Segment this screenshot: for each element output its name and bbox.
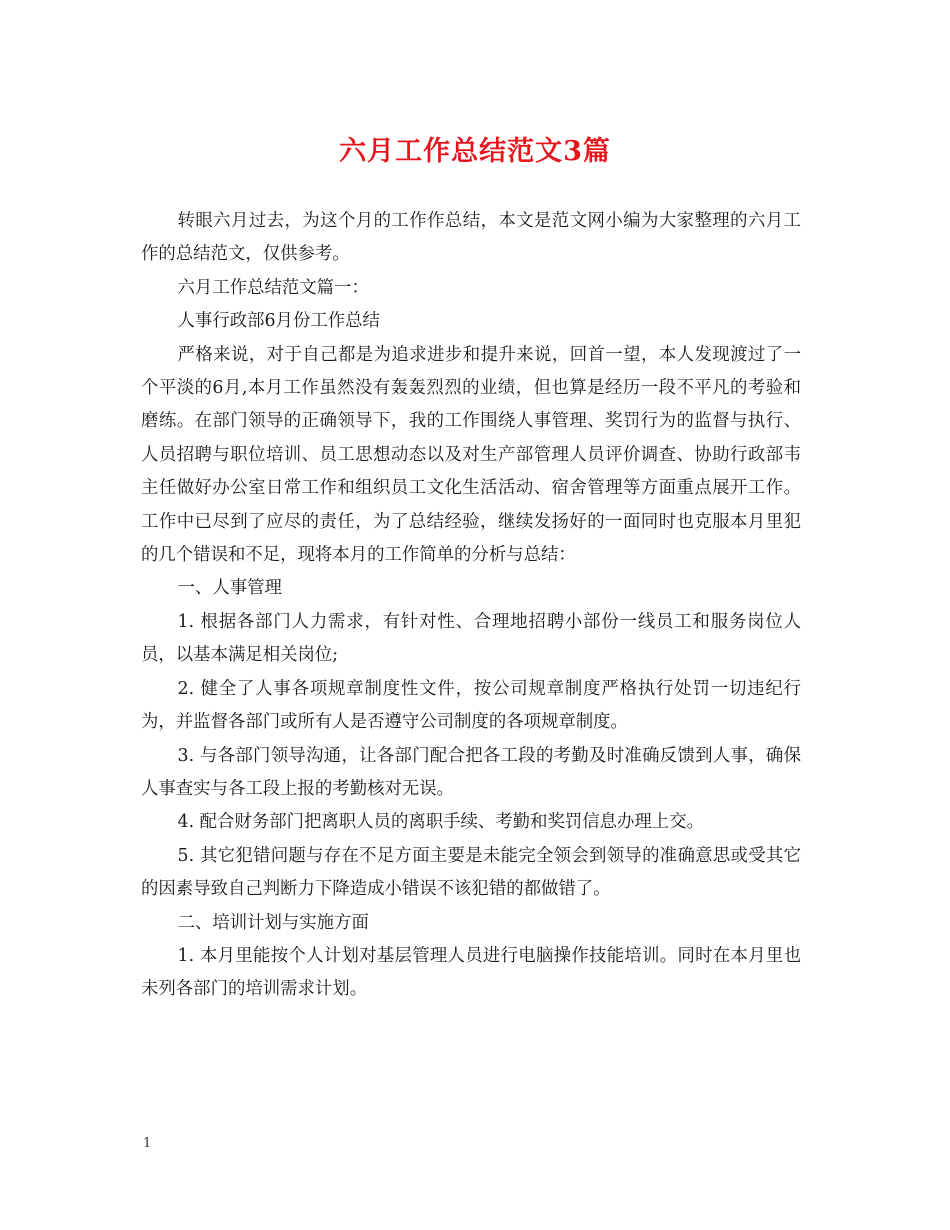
list-item: 3. 与各部门领导沟通，让各部门配合把各工段的考勤及时准确反馈到人事，确保人事查实与各工段上报的考勤核对无误。 — [141, 745, 801, 799]
section-heading-training: 二、培训计划与实施方面 — [177, 912, 369, 933]
list-item: 1. 根据各部门人力需求，有针对性、合理地招聘小部份一线员工和服务岗位人员，以基本满足相关岗位; — [141, 611, 801, 666]
list-item: 5. 其它犯错问题与存在不足方面主要是未能完全领会到领导的准确意思或受其它的因素导致自己判断力下降造成小错误不该犯错的都做错了。 — [141, 845, 801, 900]
page-number: 1 — [143, 1136, 152, 1151]
list-item: 4. 配合财务部门把离职人员的离职手续、考勤和奖罚信息办理上交。 — [177, 812, 704, 833]
document-body — [141, 205, 801, 1007]
subtitle-hr-report: 人事行政部6月份工作总结 — [177, 311, 380, 332]
section-heading-hr-management: 一、人事管理 — [177, 578, 282, 599]
list-item: 2. 健全了人事各项规章制度性文件，按公司规章制度严格执行处罚一切违纪行为，并监督各部门或所有人是否遵守公司制度的各项规章制度。 — [141, 678, 801, 733]
section-heading-article-one: 六月工作总结范文篇一： — [177, 277, 369, 298]
list-item: 1. 本月里能按个人计划对基层管理人员进行电脑操作技能培训。同时在本月里也未列各部门的培训需求计划。 — [141, 945, 801, 1000]
document-title: 六月工作总结范文3篇 — [339, 136, 611, 167]
intro-paragraph: 转眼六月过去，为这个月的工作作总结，本文是范文网小编为大家整理的六月工作的总结范文，仅供参考。 — [141, 211, 801, 265]
summary-paragraph: 严格来说，对于自己都是为追求进步和提升来说，回首一望，本人发现渡过了一个平淡的6月,本月工作虽然没有轰轰烈烈的业绩，但也算是经历一段不平凡的考验和磨练。在部门领导的正确领导下，我的工作围绕人事管理、奖罚行为的监督与执行、人员招聘与职位培训、员工思想动态以及对生产部管理人员评价调查、协助行政部韦主任做好办公室日常工作和组织员工文化生活活动、宿舍管理等方面重点展开工作。工作中已尽到了应尽的责任，为了总结经验，继续发扬好的一面同时也克服本月里犯的几个错误和不足，现将本月的工作简单的分析与总结： — [141, 344, 801, 566]
